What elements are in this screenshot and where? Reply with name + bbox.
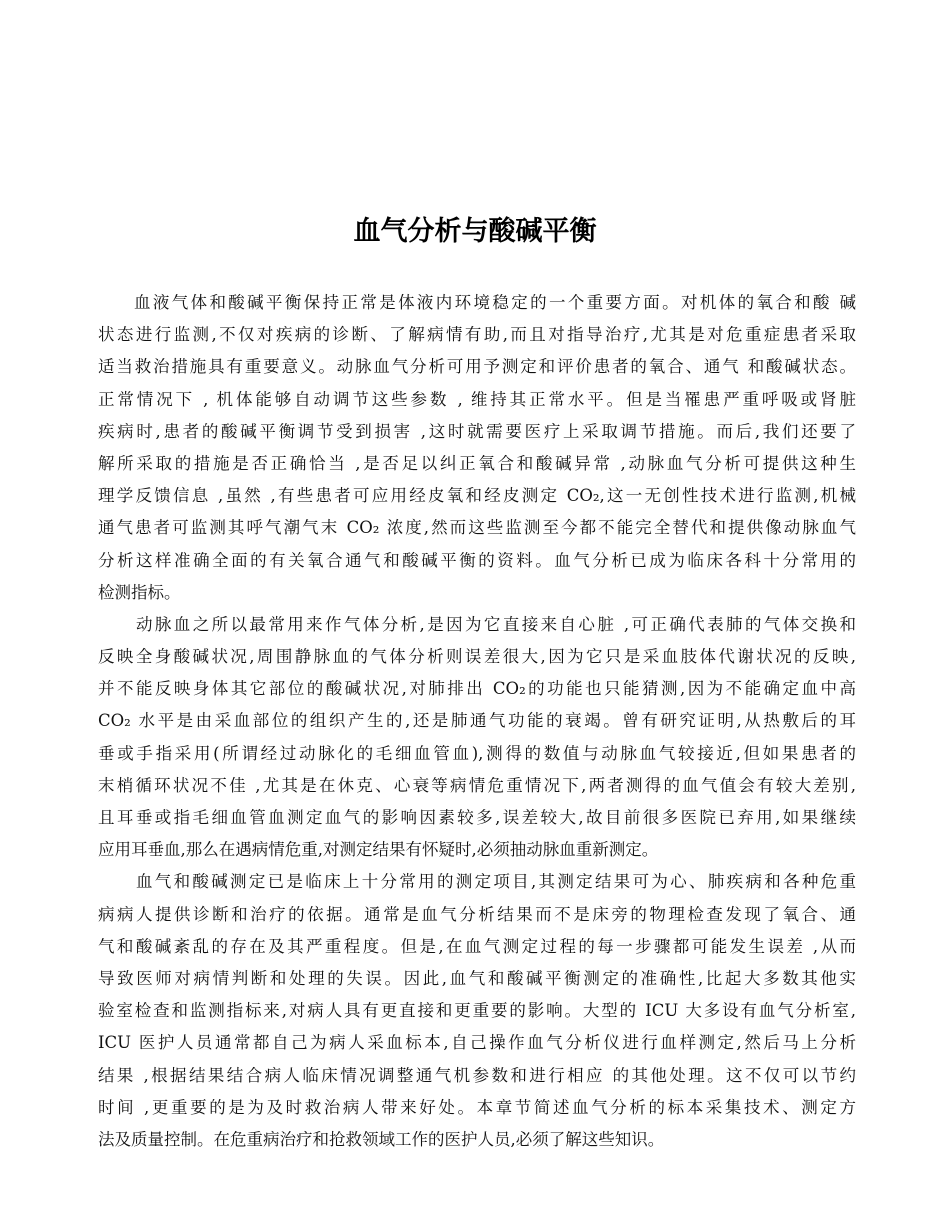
paragraph-line: 正常情况下 , 机体能够自动调节这些参数 , 维持其正常水平。但是当罹患严重呼吸或肾脏 <box>98 389 856 409</box>
paragraph-line: 疾病时,患者的酸碱平衡调节受到损害 ,这时就需要医疗上采取调节措施。而后,我们还要了 <box>98 421 856 441</box>
paragraph-line: 时间 ,更重要的是为及时救治病人带来好处。本章节简述血气分析的标本采集技术、测定方 <box>98 1097 856 1117</box>
paragraph-line: 通气患者可监测其呼气潮气末 CO₂ 浓度,然而这些监测至今都不能完全替代和提供像动脉血气 <box>98 518 856 538</box>
paragraph-line: CO₂ 水平是由采血部位的组织产生的,还是肺通气功能的衰竭。曾有研究证明,从热敷后的耳 <box>98 711 856 731</box>
paragraph-line: 分析这样准确全面的有关氧合通气和酸碱平衡的资料。血气分析已成为临床各科十分常用的 <box>98 550 856 570</box>
paragraph-line: 气和酸碱紊乱的存在及其严重程度。但是,在血气测定过程的每一步骤都可能发生误差 ,从而 <box>98 936 856 956</box>
paragraph-line: 状态进行监测,不仅对疾病的诊断、了解病情有助,而且对指导治疗,尤其是对危重症患者采取 <box>98 325 856 345</box>
paragraph-line: 解所采取的措施是否正确恰当 ,是否足以纠正氧合和酸碱异常 ,动脉血气分析可提供这种生 <box>98 453 856 473</box>
paragraph-3 <box>98 866 856 1156</box>
paragraph-line: 垂或手指采用(所谓经过动脉化的毛细血管血),测得的数值与动脉血气较接近,但如果患者的 <box>98 743 856 763</box>
document-title: 血气分析与酸碱平衡 <box>353 216 597 247</box>
paragraph-line: 血液气体和酸碱平衡保持正常是体液内环境稳定的一个重要方面。对机体的氧合和酸 碱 <box>134 293 856 312</box>
paragraph-line: 检测指标。 <box>98 582 181 602</box>
paragraph-line: 结果 ,根据结果结合病人临床情况调整通气机参数和进行相应 的其他处理。这不仅可以节约 <box>98 1065 856 1085</box>
paragraph-line: 理学反馈信息 ,虽然 ,有些患者可应用经皮氧和经皮测定 CO₂,这一无创性技术进行监测,机械 <box>98 486 856 506</box>
paragraph-line: 应用耳垂血,那么在遇病情危重,对测定结果有怀疑时,必须抽动脉血重新测定。 <box>98 840 659 860</box>
document-body <box>98 287 856 1156</box>
paragraph-line: 法及质量控制。在危重病治疗和抢救领域工作的医护人员,必须了解这些知识。 <box>98 1129 665 1149</box>
paragraph-line: 且耳垂或指毛细血管血测定血气的影响因素较多,误差较大,故目前很多医院已弃用,如果继续 <box>98 808 856 827</box>
paragraph-line: 病病人提供诊断和治疗的依据。通常是血气分析结果而不是床旁的物理检查发现了氧合、通 <box>98 904 856 924</box>
paragraph-line: 适当救治措施具有重要意义。动脉血气分析可用予测定和评价患者的氧合、通气 和酸碱状态。 <box>98 357 856 377</box>
paragraph-line: 验室检查和监测指标来,对病人具有更直接和更重要的影响。大型的 ICU 大多设有血气分析室, <box>98 1001 856 1021</box>
paragraph-1 <box>98 287 856 609</box>
paragraph-line: 动脉血之所以最常用来作气体分析,是因为它直接来自心脏 ,可正确代表肺的气体交换和 <box>136 614 856 634</box>
paragraph-line: 末梢循环状况不佳 ,尤其是在休克、心衰等病情危重情况下,两者测得的血气值会有较大差别, <box>98 775 856 795</box>
paragraph-line: 并不能反映身体其它部位的酸碱状况,对肺排出 CO₂的功能也只能猜测,因为不能确定血中高 <box>98 679 856 699</box>
paragraph-line: 血气和酸碱测定已是临床上十分常用的测定项目,其测定结果可为心、肺疾病和各种危重 <box>136 872 856 892</box>
paragraph-line: ICU 医护人员通常都自己为病人采血标本,自己操作血气分析仪进行血样测定,然后马上分析 <box>98 1033 856 1053</box>
paragraph-line: 导致医师对病情判断和处理的失误。因此,血气和酸碱平衡测定的准确性,比起大多数其他实 <box>98 968 856 988</box>
paragraph-line: 反映全身酸碱状况,周围静脉血的气体分析则误差很大,因为它只是采血肢体代谢状况的反映, <box>98 647 856 667</box>
paragraph-2 <box>98 609 856 867</box>
